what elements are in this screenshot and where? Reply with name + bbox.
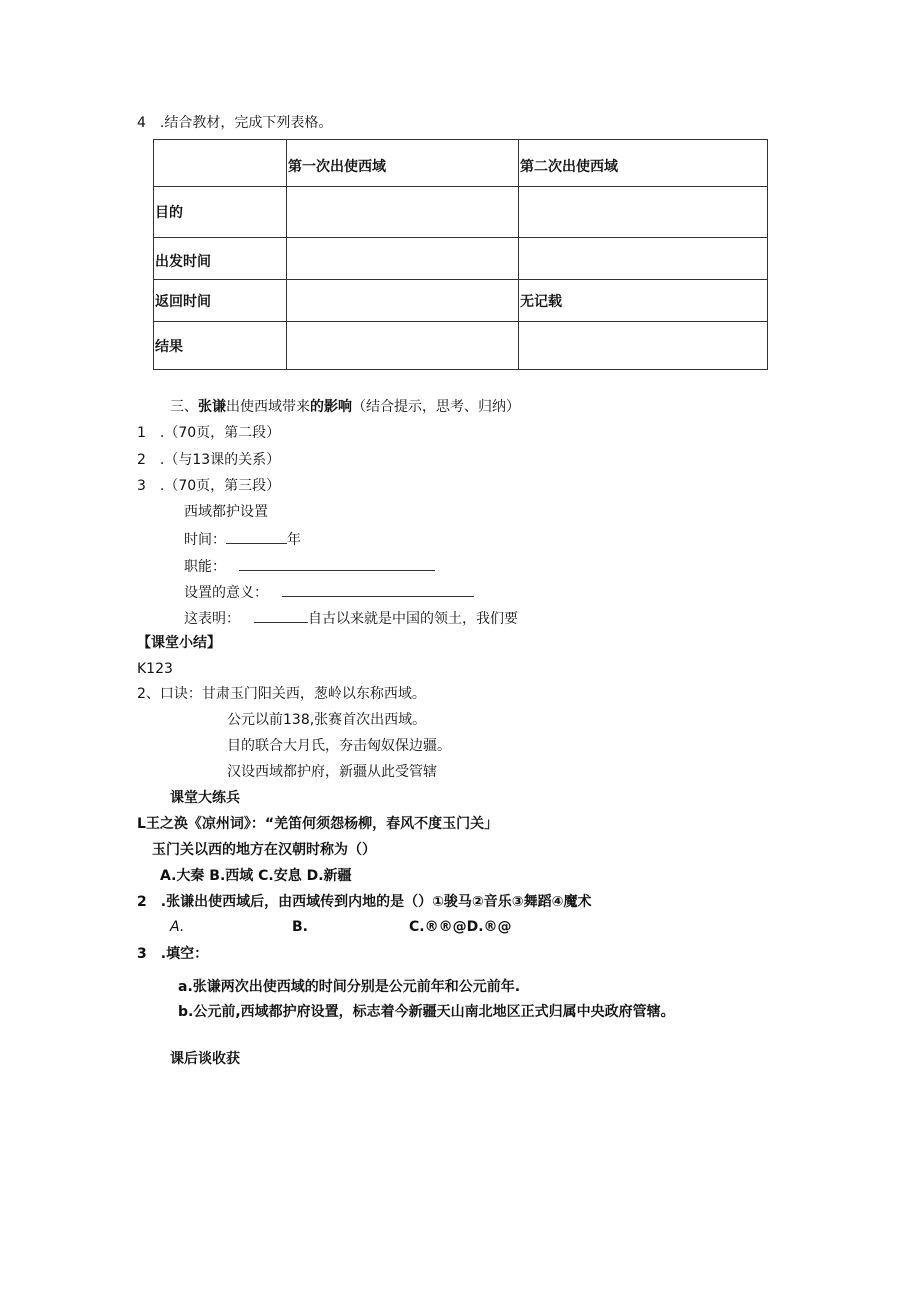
summary-heading: 【课堂小结】	[137, 635, 221, 651]
table-header-row	[154, 140, 768, 187]
q2-option-a: A.	[170, 919, 185, 935]
q2-option-cd: C.®®@D.®@	[409, 919, 512, 935]
answer-cell: 无记载	[519, 280, 768, 322]
answer-cell[interactable]	[287, 322, 519, 370]
meaning-line: 设置的意义：	[184, 582, 474, 602]
q3-a: a.张谦两次出使西域的时间分别是公元前年和公元前年.	[178, 979, 521, 995]
q4-title: 4 .结合教材，完成下列表格。	[137, 115, 333, 131]
table-header-cell: 第二次出使西域	[519, 140, 768, 187]
answer-cell[interactable]	[519, 322, 768, 370]
summary-line: 汉设西域都护府，新疆从此受管辖	[227, 764, 437, 780]
shows-line: 这表明： 自古以来就是中国的领土，我们要	[184, 608, 518, 628]
q1-options: A.大秦 B.西域 C.安息 D.新疆	[160, 868, 352, 884]
summary-line: 目的联合大月氏，夯击匈奴保边疆。	[227, 738, 451, 754]
q3-line: 3 .填空：	[137, 946, 209, 962]
row-label: 出发时间	[154, 238, 287, 280]
function-blank[interactable]	[239, 556, 435, 571]
practice-heading: 课堂大练兵	[170, 790, 240, 806]
q2-option-b: B.	[292, 919, 308, 935]
answer-cell[interactable]	[287, 187, 519, 238]
table-row	[154, 187, 768, 238]
answer-cell[interactable]	[287, 280, 519, 322]
row-label: 目的	[154, 187, 287, 238]
time-line: 时间： 年	[184, 529, 301, 549]
table-row	[154, 238, 768, 280]
section3-heading: 三、张谦出使西域带来的影响（结合提示，思考、归纳）	[170, 399, 520, 415]
list-item: 3 .（70页，第三段）	[137, 478, 281, 494]
summary-mnemonic: 2、口诀：甘肃玉门阳关西，葱岭以东称西域。	[137, 686, 426, 702]
answer-cell[interactable]	[519, 187, 768, 238]
table-row	[154, 280, 768, 322]
after-class-heading: 课后谈收获	[170, 1051, 240, 1067]
table-header-cell: 第一次出使西域	[287, 140, 519, 187]
list-item: 2 .（与13课的关系）	[137, 452, 281, 468]
q3-b: b.公元前,西域都护府设置，标志着今新疆天山南北地区正式归属中央政府管辖。	[178, 1004, 675, 1020]
function-line: 职能：	[184, 556, 435, 576]
comparison-table	[153, 139, 768, 370]
list-item: 1 .（70页，第二段）	[137, 425, 281, 441]
row-label: 结果	[154, 322, 287, 370]
q1-line2: 玉门关以西的地方在汉朝时称为（）	[152, 842, 376, 858]
row-label: 返回时间	[154, 280, 287, 322]
summary-code: K123	[137, 661, 173, 677]
answer-cell[interactable]	[519, 238, 768, 280]
q1-line1: L王之涣《凉州词》：“羌笛何须怨杨柳，春风不度玉门关」	[137, 816, 499, 832]
meaning-blank[interactable]	[282, 582, 474, 597]
answer-cell[interactable]	[287, 238, 519, 280]
duhu-title: 西域都护设置	[184, 504, 268, 520]
table-header-cell	[154, 140, 287, 187]
table-row	[154, 322, 768, 370]
time-blank[interactable]	[226, 529, 287, 544]
summary-line: 公元以前138,张赛首次出西域。	[227, 712, 427, 728]
q2-line: 2 .张谦出使西域后，由西域传到内地的是（）①骏马②音乐③舞蹈④魔术	[137, 894, 592, 910]
shows-blank[interactable]	[254, 608, 308, 623]
